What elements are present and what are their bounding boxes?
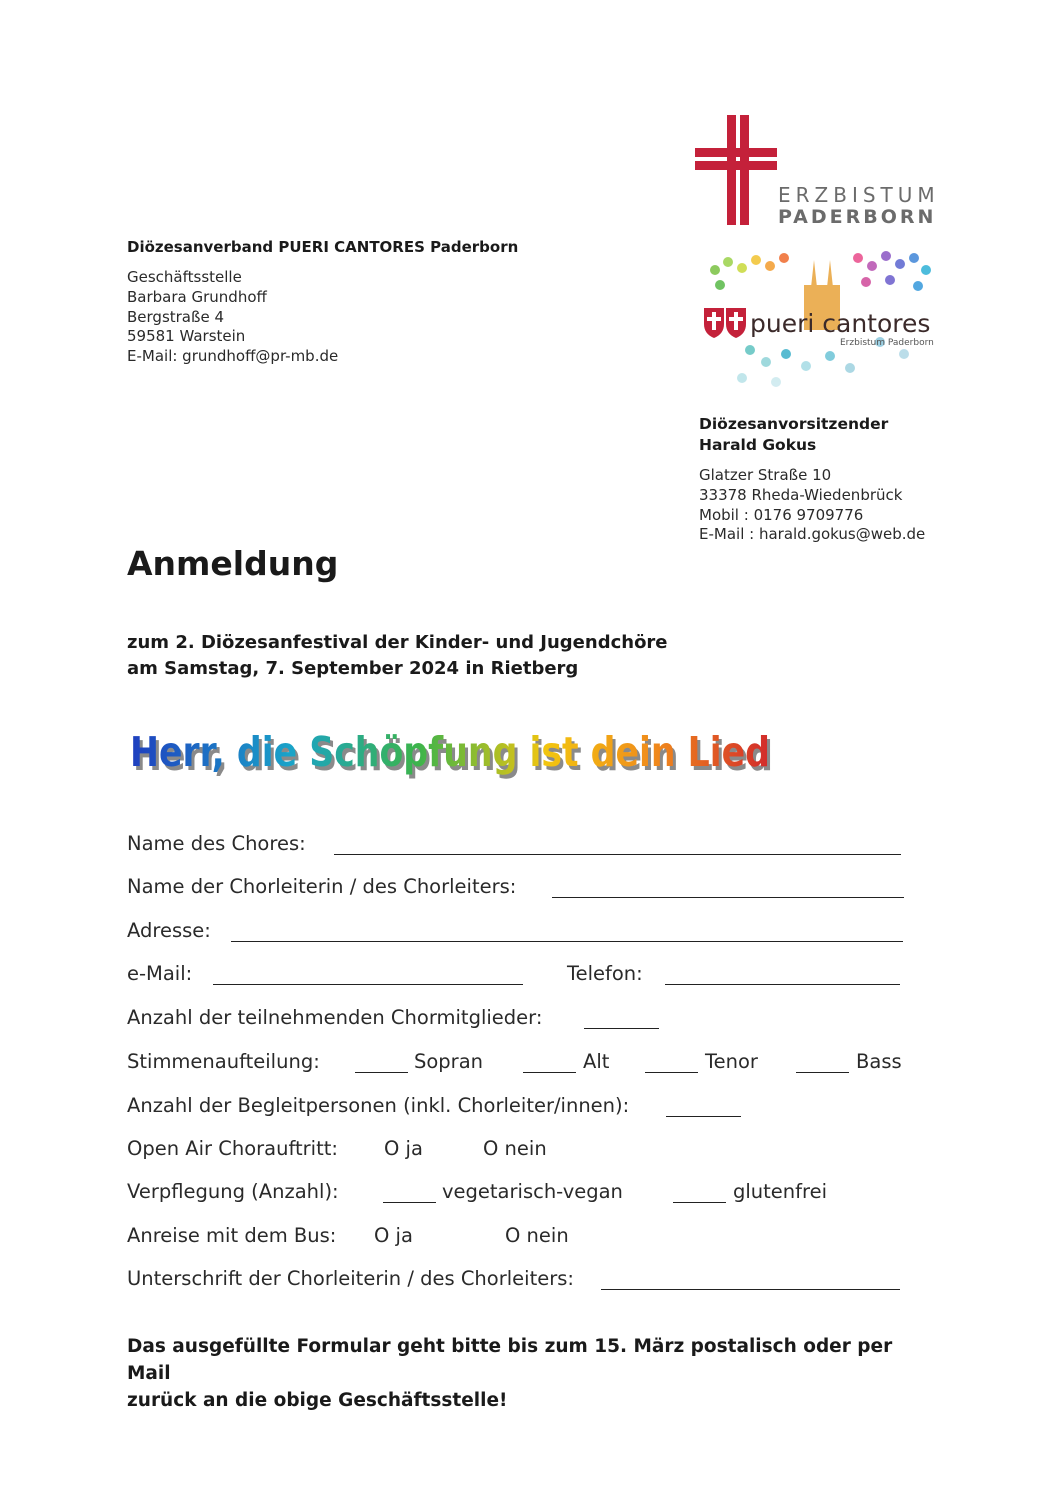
sender-address-line: 59581 Warstein: [127, 327, 246, 346]
pueri-cantores-shields: [704, 308, 746, 338]
open-air-label: Open Air Chorauftritt:: [127, 1137, 338, 1160]
soprano-field[interactable]: [355, 1072, 408, 1073]
address-field[interactable]: [231, 941, 903, 942]
chair-name: Harald Gokus: [699, 436, 817, 454]
motto-wordart: [120, 712, 800, 802]
form-row-voices: [127, 1050, 907, 1080]
pueri-cantores-name: pueri cantores: [750, 309, 931, 338]
chair-phone: Mobil : 0176 9709776: [699, 505, 864, 524]
phone-field[interactable]: [665, 984, 900, 985]
sender-address-line: Geschäftsstelle: [127, 268, 242, 286]
return-instructions-line2: zurück an die obige Geschäftsstelle!: [127, 1390, 508, 1411]
signature-field[interactable]: [601, 1289, 900, 1290]
chair-address-line: Glatzer Straße 10: [699, 466, 832, 484]
sender-organization: Diözesanverband PUERI CANTORES Paderborn: [127, 238, 519, 256]
signature-label: Unterschrift der Chorleiterin / des Chorleiters:: [127, 1267, 574, 1290]
form-row-address: [127, 919, 907, 949]
form-row-choir-name: [127, 832, 907, 862]
sender-address-line: Bergstraße 4: [127, 307, 224, 326]
choir-name-label: Name des Chores:: [127, 832, 306, 855]
catering-label: Verpflegung (Anzahl):: [127, 1180, 339, 1203]
erzbistum-cross-icon: [695, 115, 777, 225]
tenor-field[interactable]: [645, 1072, 698, 1073]
alto-field[interactable]: [523, 1072, 576, 1073]
open-air-yes-option[interactable]: O ja: [384, 1137, 423, 1160]
glutenfree-label: glutenfrei: [733, 1180, 828, 1203]
page-title: Anmeldung: [127, 544, 339, 583]
companions-label: Anzahl der Begleitpersonen (inkl. Chorleiter/innen):: [127, 1094, 630, 1117]
bus-label: Anreise mit dem Bus:: [127, 1224, 337, 1247]
leader-name-label: Name der Chorleiterin / des Chorleiters:: [127, 875, 517, 898]
form-row-open-air: [127, 1137, 907, 1167]
chair-title: Diözesanvorsitzender: [699, 415, 889, 433]
bass-field[interactable]: [796, 1072, 849, 1073]
event-subtitle-line2: am Samstag, 7. September 2024 in Rietberg: [127, 658, 579, 679]
form-row-companions: [127, 1094, 907, 1124]
members-label: Anzahl der teilnehmenden Chormitglieder:: [127, 1006, 543, 1029]
return-instructions: [127, 1333, 927, 1414]
bus-no-option[interactable]: O nein: [505, 1224, 569, 1247]
bass-label: Bass: [856, 1050, 902, 1073]
form-row-bus: [127, 1224, 907, 1254]
companions-field[interactable]: [666, 1116, 741, 1117]
form-row-catering: [127, 1180, 907, 1210]
leader-name-field[interactable]: [552, 897, 904, 898]
return-instructions-line1: Das ausgefüllte Formular geht bitte bis zum 15. März postalisch oder per Mail: [127, 1336, 893, 1384]
motto-text: Herr, die Schöpfung ist dein Lied: [130, 728, 770, 776]
email-field[interactable]: [213, 984, 523, 985]
vegan-field[interactable]: [383, 1202, 436, 1203]
bus-yes-option[interactable]: O ja: [374, 1224, 413, 1247]
pueri-cantores-sub: Erzbistum Paderborn: [840, 338, 934, 348]
email-label: e-Mail:: [127, 962, 193, 985]
members-field[interactable]: [584, 1028, 659, 1029]
chair-heading: [699, 414, 888, 456]
chair-address: [699, 466, 925, 545]
erzbistum-line2: PADERBORN: [778, 206, 937, 228]
form-row-members: [127, 1006, 907, 1036]
event-subtitle: [127, 630, 668, 682]
event-subtitle-line1: zum 2. Diözesanfestival der Kinder- und Jugendchöre: [127, 632, 668, 653]
erzbistum-line1: ERZBISTUM: [778, 183, 940, 207]
form-row-signature: [127, 1267, 907, 1297]
sender-address: [127, 268, 338, 367]
chair-address-line: 33378 Rheda-Wiedenbrück: [699, 485, 903, 504]
glutenfree-field[interactable]: [673, 1202, 726, 1203]
soprano-label: Sopran: [414, 1050, 484, 1073]
voices-label: Stimmenaufteilung:: [127, 1050, 320, 1073]
chair-email: E-Mail : harald.gokus@web.de: [699, 525, 926, 544]
alto-label: Alt: [583, 1050, 610, 1073]
sender-email: E-Mail: grundhoff@pr-mb.de: [127, 347, 339, 366]
choir-name-field[interactable]: [334, 854, 901, 855]
vegan-label: vegetarisch-vegan: [442, 1180, 623, 1203]
form-row-contact: [127, 962, 907, 992]
address-label: Adresse:: [127, 919, 211, 942]
sender-address-line: Barbara Grundhoff: [127, 287, 267, 306]
form-row-leader-name: [127, 875, 907, 905]
open-air-no-option[interactable]: O nein: [483, 1137, 547, 1160]
phone-label: Telefon:: [567, 962, 643, 985]
motto-shadow: Herr, die Schöpfung ist dein Lied: [133, 732, 773, 780]
tenor-label: Tenor: [705, 1050, 758, 1073]
logo-group: [690, 110, 950, 395]
